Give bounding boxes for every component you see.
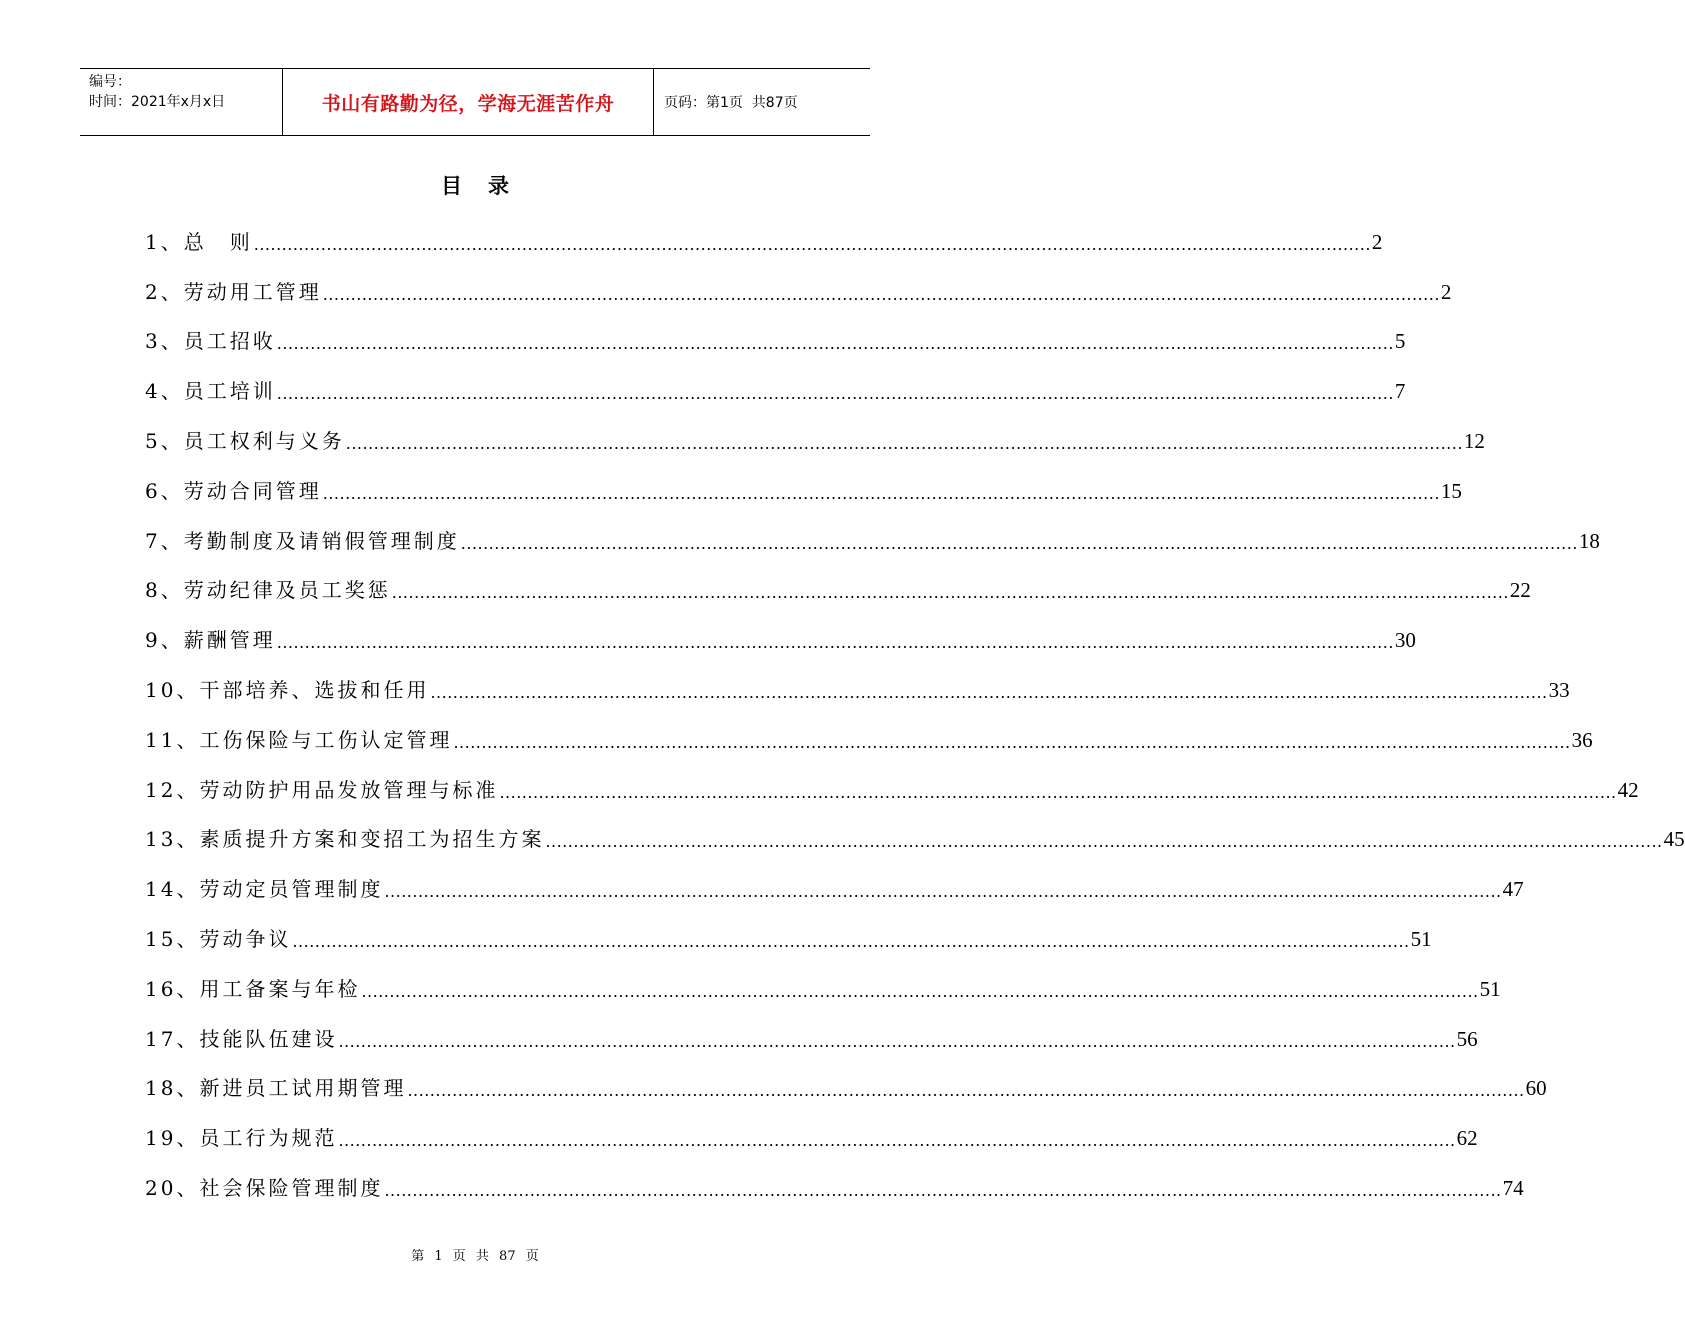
toc-entry-label: 1、总 则 — [145, 229, 253, 254]
toc-entry-label: 19、员工行为规范 — [145, 1126, 338, 1151]
toc-entry-page-number: 62 — [1456, 1126, 1478, 1151]
toc-entry[interactable] — [145, 366, 1406, 416]
toc-dot-leader: ........................................................................................................................................................................................................ — [453, 732, 1571, 752]
toc-dot-leader: ........................................................................................................................................................................................................ — [384, 882, 1502, 902]
toc-entry-page-number: 30 — [1394, 628, 1416, 653]
toc-entry[interactable] — [145, 317, 1406, 367]
header-page-info: 页码：第1页 共87页 — [664, 95, 798, 111]
document-number-label: 编号： — [89, 74, 131, 90]
document-date-label: 时间：2021年x月x日 — [89, 94, 226, 110]
toc-entry-page-number: 18 — [1578, 528, 1600, 553]
toc-entry-label: 7、考勤制度及请销假管理制度 — [145, 528, 460, 553]
toc-dot-leader: ........................................................................................................................................................................................................ — [430, 683, 1548, 703]
toc-entry-page-number: 60 — [1525, 1076, 1547, 1101]
header-page-info-cell — [654, 69, 870, 135]
toc-entry-label: 8、劳动纪律及员工奖惩 — [145, 578, 391, 603]
toc-entry-page-number: 33 — [1548, 678, 1570, 703]
toc-entry-label: 12、劳动防护用品发放管理与标准 — [145, 777, 499, 802]
toc-entry[interactable] — [145, 1163, 1524, 1213]
toc-dot-leader: ........................................................................................................................................................................................................ — [276, 334, 1394, 354]
toc-entry[interactable] — [145, 217, 1383, 267]
toc-entry-label: 17、技能队伍建设 — [145, 1026, 338, 1051]
toc-dot-leader: ........................................................................................................................................................................................................ — [322, 483, 1440, 503]
toc-entry-page-number: 12 — [1463, 429, 1485, 454]
toc-entry[interactable] — [145, 665, 1570, 715]
toc-entry-page-number: 22 — [1509, 578, 1531, 603]
toc-entry[interactable] — [145, 1014, 1478, 1064]
toc-entry-label: 14、劳动定员管理制度 — [145, 877, 384, 902]
toc-entry-label: 10、干部培养、选拔和任用 — [145, 678, 430, 703]
toc-entry-label: 6、劳动合同管理 — [145, 478, 322, 503]
toc-entry-page-number: 45 — [1663, 827, 1685, 852]
toc-dot-leader: ........................................................................................................................................................................................................ — [253, 234, 1371, 254]
toc-dot-leader: ........................................................................................................................................................................................................ — [460, 533, 1578, 553]
toc-dot-leader: ........................................................................................................................................................................................................ — [338, 1031, 1456, 1051]
header-motto: 书山有路勤为径，学海无涯苦作舟 — [321, 92, 615, 115]
toc-entry[interactable] — [145, 715, 1593, 765]
toc-entry[interactable] — [145, 815, 1685, 865]
toc-dot-leader: ........................................................................................................................................................................................................ — [276, 384, 1394, 404]
toc-entry-label: 20、社会保险管理制度 — [145, 1176, 384, 1201]
toc-entry[interactable] — [145, 466, 1462, 516]
toc-entry[interactable] — [145, 267, 1452, 317]
toc-entry-label: 16、用工备案与年检 — [145, 976, 361, 1001]
toc-entry-label: 11、工伤保险与工伤认定管理 — [145, 727, 453, 752]
toc-dot-leader: ........................................................................................................................................................................................................ — [407, 1081, 1525, 1101]
toc-dot-leader: ........................................................................................................................................................................................................ — [361, 981, 1479, 1001]
toc-entry[interactable] — [145, 1064, 1547, 1114]
header-motto-cell — [283, 69, 654, 135]
toc-entry-label: 5、员工权利与义务 — [145, 429, 345, 454]
page-header — [80, 68, 870, 136]
toc-entry-page-number: 5 — [1394, 329, 1406, 354]
toc-entry-label: 4、员工培训 — [145, 379, 276, 404]
toc-entry-page-number: 74 — [1502, 1176, 1524, 1201]
toc-title: 目录 — [441, 174, 535, 198]
toc-entry-page-number: 56 — [1456, 1026, 1478, 1051]
toc-entry-label: 13、素质提升方案和变招工为招生方案 — [145, 827, 545, 852]
toc-entry-page-number: 36 — [1571, 727, 1593, 752]
toc-entry[interactable] — [145, 964, 1501, 1014]
toc-dot-leader: ........................................................................................................................................................................................................ — [384, 1181, 1502, 1201]
toc-entry-page-number: 7 — [1394, 379, 1406, 404]
toc-entry-page-number: 51 — [1410, 927, 1432, 952]
toc-entry[interactable] — [145, 914, 1432, 964]
toc-entry[interactable] — [145, 566, 1531, 616]
toc-entry-label: 18、新进员工试用期管理 — [145, 1076, 407, 1101]
toc-entry-page-number: 42 — [1617, 777, 1639, 802]
toc-entry[interactable] — [145, 864, 1524, 914]
page-footer: 第 1 页 共 87 页 — [411, 1249, 539, 1264]
toc-dot-leader: ........................................................................................................................................................................................................ — [499, 782, 1617, 802]
toc-entry-page-number: 2 — [1440, 279, 1452, 304]
toc-dot-leader: ........................................................................................................................................................................................................ — [391, 583, 1509, 603]
toc-dot-leader: ........................................................................................................................................................................................................ — [338, 1131, 1456, 1151]
table-of-contents — [145, 217, 1685, 1213]
toc-entry-page-number: 15 — [1440, 478, 1462, 503]
toc-entry[interactable] — [145, 516, 1600, 566]
toc-dot-leader: ........................................................................................................................................................................................................ — [545, 832, 1663, 852]
toc-entry[interactable] — [145, 416, 1485, 466]
toc-entry[interactable] — [145, 1113, 1478, 1163]
toc-entry-page-number: 2 — [1371, 229, 1383, 254]
toc-dot-leader: ........................................................................................................................................................................................................ — [292, 932, 1410, 952]
toc-dot-leader: ........................................................................................................................................................................................................ — [276, 633, 1394, 653]
toc-entry-label: 15、劳动争议 — [145, 927, 292, 952]
toc-entry-page-number: 47 — [1502, 877, 1524, 902]
toc-entry-label: 2、劳动用工管理 — [145, 279, 322, 304]
toc-entry-page-number: 51 — [1479, 976, 1501, 1001]
toc-dot-leader: ........................................................................................................................................................................................................ — [345, 434, 1463, 454]
header-meta — [80, 69, 283, 135]
toc-entry-label: 3、员工招收 — [145, 329, 276, 354]
toc-entry[interactable] — [145, 615, 1416, 665]
toc-entry-label: 9、薪酬管理 — [145, 628, 276, 653]
toc-entry[interactable] — [145, 765, 1639, 815]
toc-dot-leader: ........................................................................................................................................................................................................ — [322, 284, 1440, 304]
